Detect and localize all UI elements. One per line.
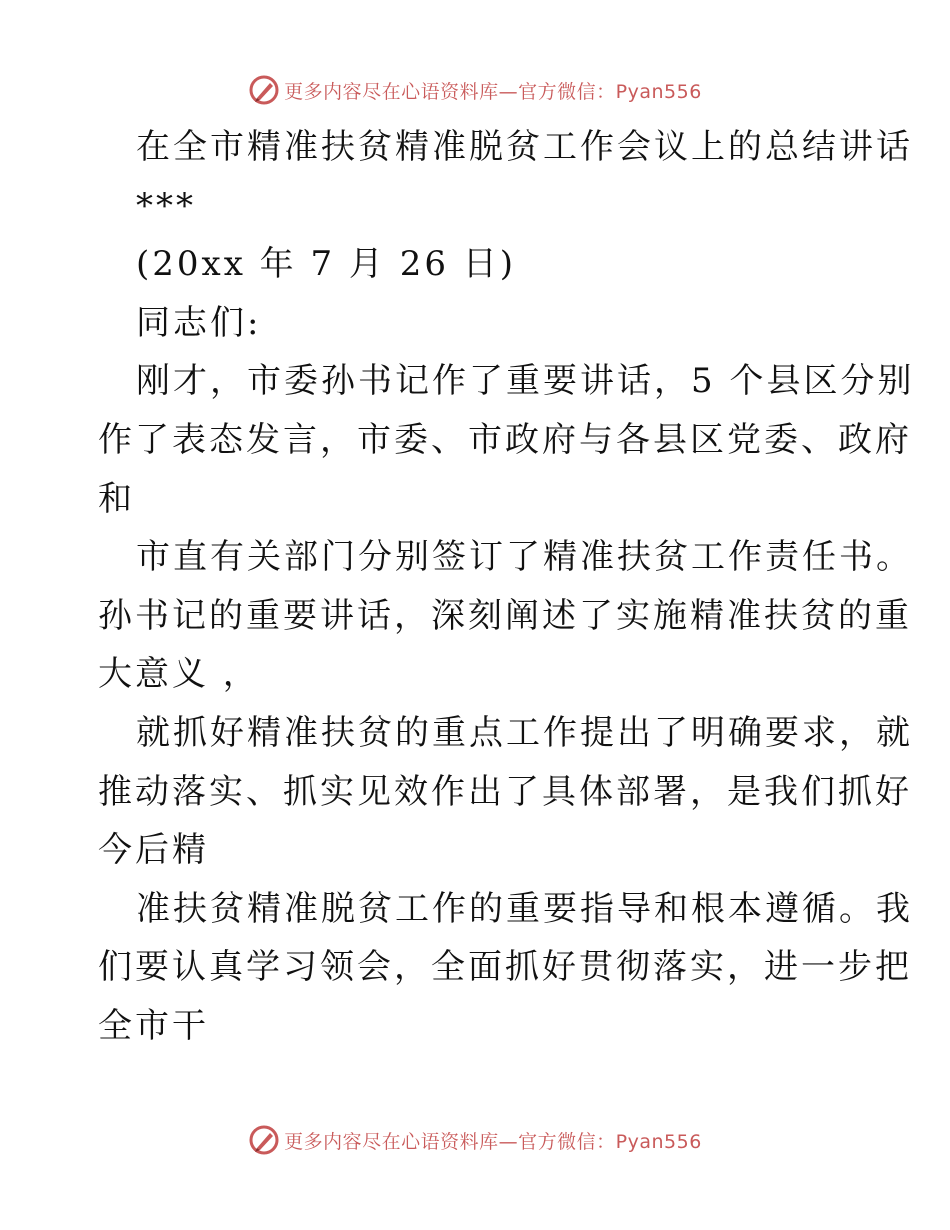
footer-watermark <box>0 1120 950 1160</box>
text-line: 大意义 ， <box>98 654 260 695</box>
text-line: 孙书记的重要讲话，深刻阐述了实施精准扶贫的重 <box>98 595 912 636</box>
text-line: 推动落实、抓实见效作出了具体部署，是我们抓好 <box>98 771 912 812</box>
text-line: 同志们: <box>136 302 262 343</box>
text-line: 就抓好精准扶贫的重点工作提出了明确要求，就 <box>136 712 913 753</box>
text-line: *** <box>136 185 196 226</box>
text-line: 刚才，市委孙书记作了重要讲话，5 个县区分别 <box>136 361 915 402</box>
text-line: 全市干 <box>98 1005 209 1046</box>
text-line: 们要认真学习领会，全面抓好贯彻落实，进一步把 <box>98 947 912 988</box>
pen-logo-icon <box>248 1124 280 1156</box>
pen-logo-icon <box>248 74 280 106</box>
header-watermark <box>0 70 950 110</box>
document-body <box>98 118 915 1056</box>
text-line: 今后精 <box>98 830 209 871</box>
text-line: 市直有关部门分别签订了精准扶贫工作责任书。 <box>136 537 913 578</box>
text-line: 在全市精准扶贫精准脱贫工作会议上的总结讲话 <box>136 127 913 167</box>
watermark-text: 更多内容尽在心语资料库—官方微信：Pyan556 <box>284 1130 702 1153</box>
text-line: 准扶贫精准脱贫工作的重要指导和根本遵循。我 <box>136 888 913 929</box>
watermark-text: 更多内容尽在心语资料库—官方微信：Pyan556 <box>284 80 702 103</box>
text-line: 和 <box>98 478 135 519</box>
text-line: (20xx 年 7 月 26 日) <box>136 244 517 285</box>
text-line: 作了表态发言，市委、市政府与各县区党委、政府 <box>98 419 912 460</box>
